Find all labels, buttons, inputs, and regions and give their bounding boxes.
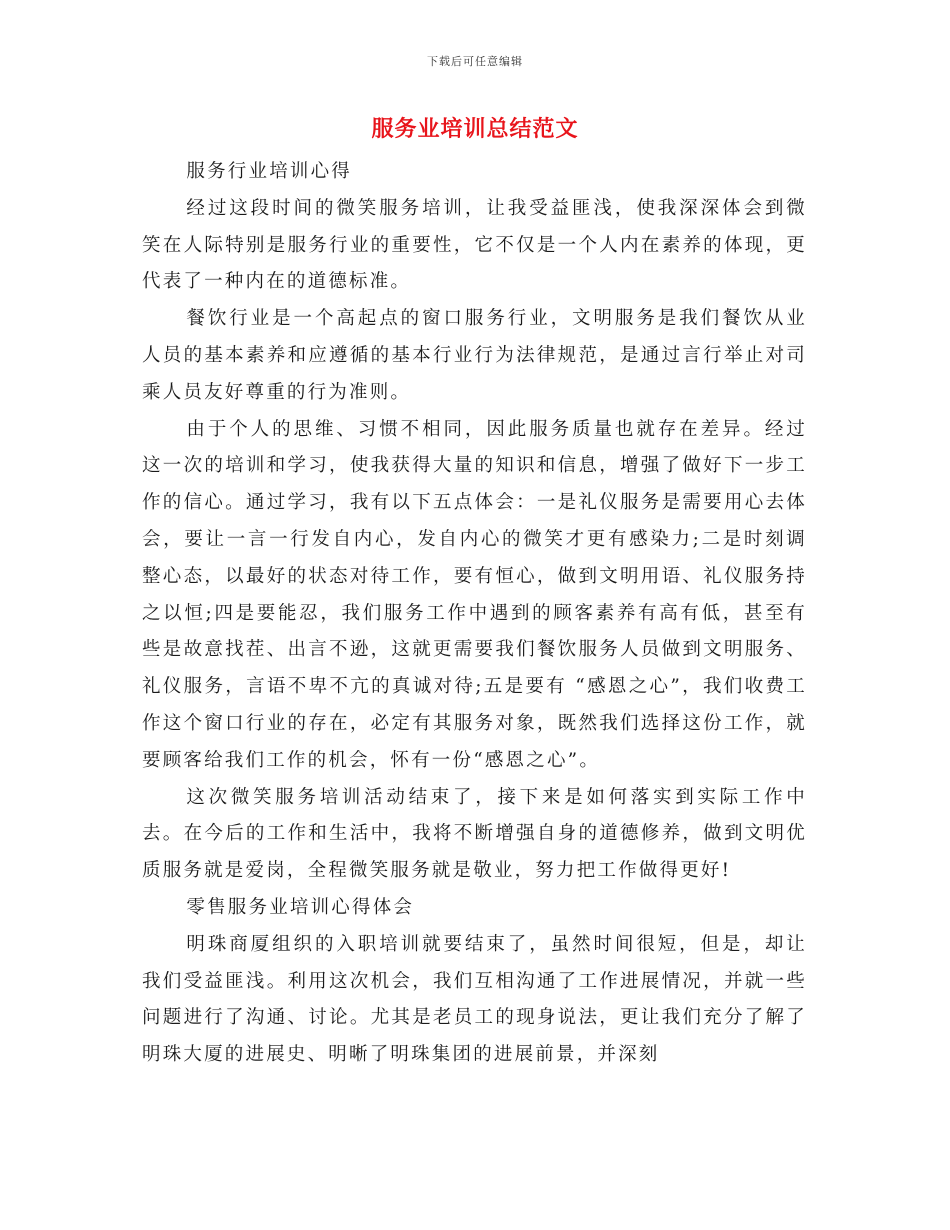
- section-heading: 服务行业培训心得: [186, 161, 352, 182]
- section-heading: 零售服务业培训心得体会: [186, 896, 415, 918]
- paragraph: 由于个人的思维、习惯不相同，因此服务质量也就存在差异。经过这一次的培训和学习，使我获得大量的知识和信息，增强了做好下一步工作的信心。通过学习，我有以下五点体会：一是礼仪服务是需要用心去体会，要让一言一行发自内心，发自内心的微笑才更有感染力;二是时刻调整心态，以最好的状态对待工作，要有恒心，做到文明用语、礼仪服务持之以恒;四是要能忍，我们服务工作中遇到的顾客素养有高有低，甚至有些是故意找茬、出言不逊，这就更需要我们餐饮服务人员做到文明服务、礼仪服务，言语不卑不亢的真诚对待;五是要有 “感恩之心”，我们收费工作这个窗口行业的存在，必定有其服务对象，既然我们选择这份工作，就要顾客给我们工作的机会，怀有一份“感恩之心”。: [142, 418, 807, 771]
- document-title: 服务业培训总结范文: [371, 116, 579, 142]
- paragraph: 经过这段时间的微笑服务培训，让我受益匪浅，使我深深体会到微笑在人际特别是服务行业的重要性，它不仅是一个人内在素养的体现，更代表了一种内在的道德标准。: [142, 197, 807, 293]
- header-note: 下载后可任意编辑: [427, 55, 523, 68]
- paragraph: 餐饮行业是一个高起点的窗口服务行业，文明服务是我们餐饮从业人员的基本素养和应遵循的基本行业行为法律规范，是通过言行举止对司乘人员友好尊重的行为准则。: [142, 308, 807, 403]
- document-body: [142, 154, 807, 1074]
- paragraph: 明珠商厦组织的入职培训就要结束了，虽然时间很短，但是，却让我们受益匪浅。利用这次机会，我们互相沟通了工作进展情况，并就一些问题进行了沟通、讨论。尤其是老员工的现身说法，更让我们充分了解了明珠大厦的进展史、明晰了明珠集团的进展前景，并深刻: [142, 933, 807, 1066]
- paragraph: 这次微笑服务培训活动结束了，接下来是如何落实到实际工作中去。在今后的工作和生活中，我将不断增强自身的道德修养，做到文明优质服务就是爱岗，全程微笑服务就是敬业，努力把工作做得更好!: [142, 786, 807, 882]
